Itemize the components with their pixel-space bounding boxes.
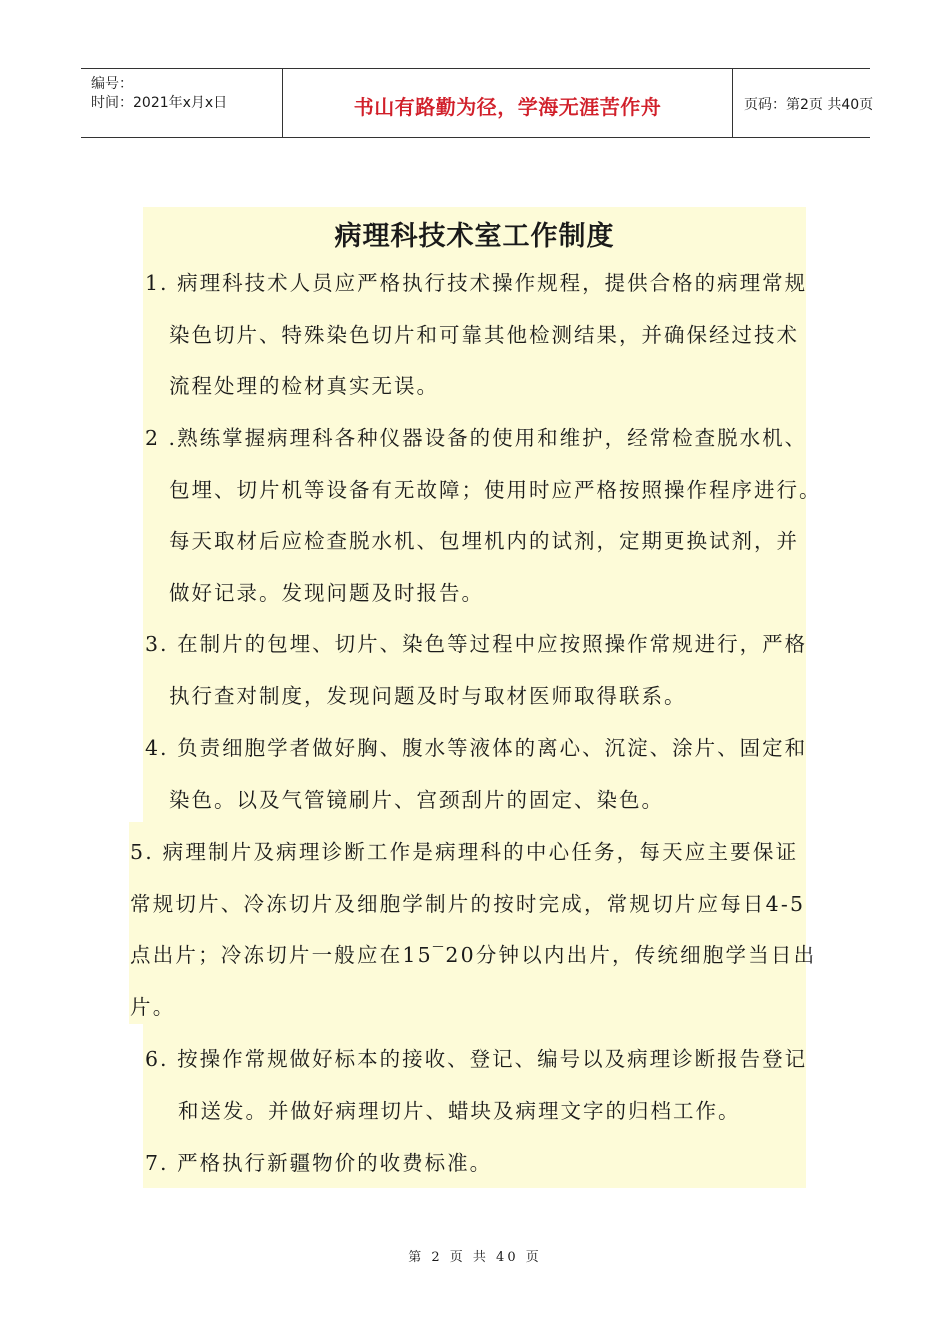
rule-paragraph-4 (145, 723, 807, 826)
paragraph-line: 3. 在制片的包埋、切片、染色等过程中应按照操作常规进行，严格 (145, 632, 808, 656)
rule-paragraph-2 (145, 413, 822, 619)
document-time-label: 时间：2021年x月x日 (91, 95, 228, 111)
rule-paragraph-5 (130, 827, 816, 1033)
header-motto: 书山有路勤为径，学海无涯苦作舟 (282, 69, 733, 137)
paragraph-line: 点出片；冷冻切片一般应在15‾20分钟以内出片，传统细胞学当日出 (130, 943, 817, 967)
header-meta (81, 69, 282, 137)
paragraph-line: 片。 (130, 994, 176, 1019)
paragraph-line: 1. 病理科技术人员应严格执行技术操作规程，提供合格的病理常规 (145, 271, 808, 295)
paragraph-line: 5. 病理制片及病理诊断工作是病理科的中心任务，每天应主要保证 (130, 840, 799, 864)
paragraph-line: 常规切片、冷冻切片及细胞学制片的按时完成，常规切片应每日4-5 (130, 891, 806, 916)
page-header (81, 68, 874, 138)
paragraph-line: 染色切片、特殊染色切片和可靠其他检测结果，并确保经过技术 (169, 322, 799, 347)
paragraph-line: 执行查对制度，发现问题及时与取材医师取得联系。 (169, 683, 687, 708)
paragraph-line: 7. 严格执行新疆物价的收费标准。 (145, 1151, 493, 1175)
paragraph-line: 4. 负责细胞学者做好胸、腹水等液体的离心、沉淀、涂片、固定和 (145, 736, 808, 760)
rule-paragraph-7 (145, 1138, 492, 1190)
document-number-label: 编号： (91, 76, 133, 92)
paragraph-line: 每天取材后应检查脱水机、包埋机内的试剂，定期更换试剂，并 (169, 529, 799, 553)
paragraph-line: 2 .熟练掌握病理科各种仪器设备的使用和维护，经常检查脱水机、 (145, 426, 808, 450)
rule-paragraph-1 (145, 258, 807, 413)
rule-paragraph-3 (145, 619, 807, 722)
document-title: 病理科技术室工作制度 (334, 221, 615, 252)
page-footer: 第 2 页 共 40 页 (408, 1250, 542, 1265)
rule-paragraph-6 (145, 1034, 807, 1137)
paragraph-line: 包埋、切片机等设备有无故障；使用时应严格按照操作程序进行。 (169, 477, 822, 502)
paragraph-line: 流程处理的检材真实无误。 (169, 374, 439, 398)
paragraph-line: 6. 按操作常规做好标本的接收、登记、编号以及病理诊断报告登记 (145, 1047, 808, 1071)
paragraph-line: 和送发。并做好病理切片、蜡块及病理文字的归档工作。 (178, 1098, 741, 1123)
paragraph-line: 染色。以及气管镜刷片、宫颈刮片的固定、染色。 (169, 787, 664, 812)
paragraph-line: 做好记录。发现问题及时报告。 (169, 580, 484, 605)
header-page-info: 页码：第2页 共40页 (744, 97, 874, 113)
